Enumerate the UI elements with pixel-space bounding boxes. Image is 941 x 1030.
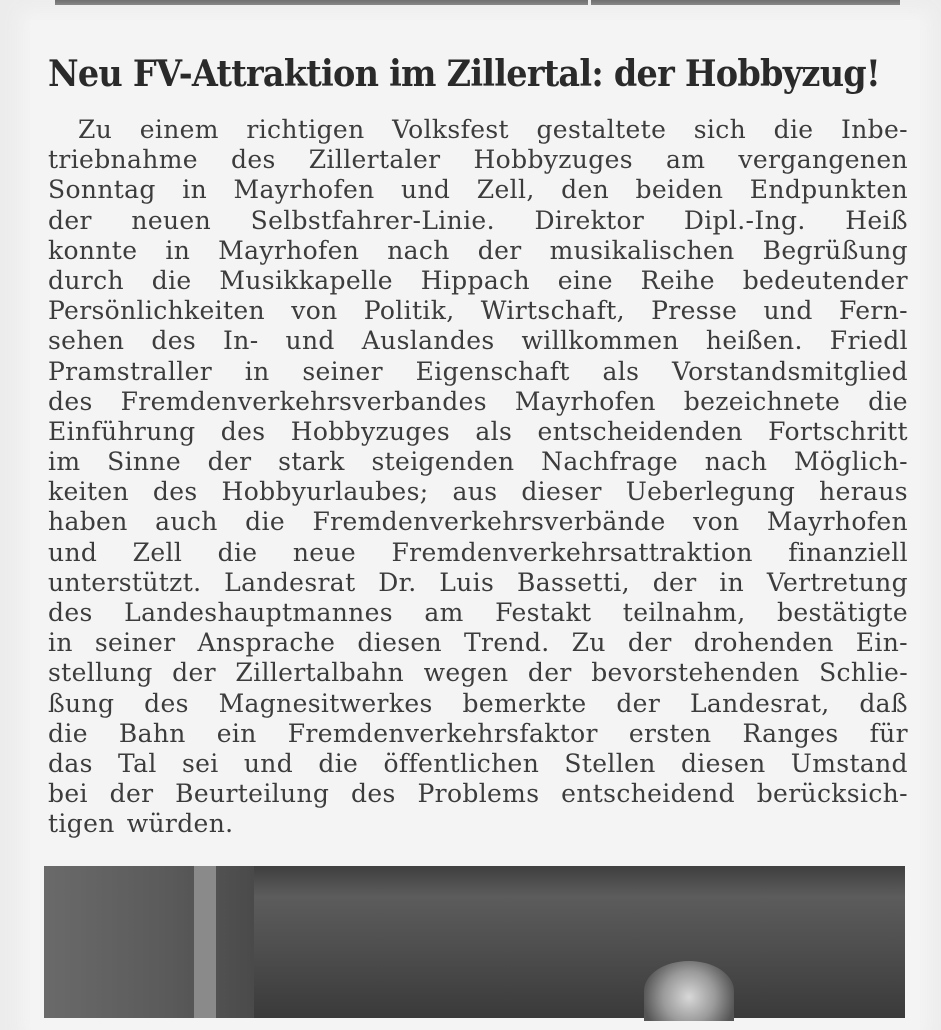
word: Stellen [564, 748, 656, 778]
text-line [48, 598, 908, 628]
word: Umstand [790, 748, 908, 778]
word: heißen. [705, 326, 803, 356]
text-line [48, 145, 908, 175]
word: des [231, 145, 276, 175]
word: Bassetti, [517, 567, 630, 597]
text-line [48, 779, 908, 809]
word: Politik, [363, 296, 455, 326]
photo-panel [44, 866, 254, 1018]
word: nach [704, 447, 768, 477]
word: den [561, 175, 610, 205]
word: und [243, 748, 294, 778]
word: Ranges [742, 718, 839, 748]
word: Fremdenverkehrsfaktor [287, 718, 598, 748]
word: bezeichnete [683, 386, 841, 416]
word: des [152, 477, 198, 507]
word: der [207, 447, 252, 477]
word: nach [387, 235, 450, 265]
word: stark [278, 447, 345, 477]
word: die [217, 537, 258, 567]
word: einem [139, 115, 219, 144]
word: sich [693, 115, 747, 144]
article-headline: Neu FV-Attraktion im Zillertal: der Hobbyzug! [48, 53, 880, 95]
text-line [48, 326, 908, 356]
word: Mayrhofen [766, 507, 908, 537]
word: und [285, 326, 335, 356]
word: Hobbyzuges [473, 145, 633, 175]
word: Friedl [829, 326, 908, 356]
word: als [602, 356, 640, 386]
text-line [48, 115, 908, 145]
word: Mayrhofen [514, 386, 656, 416]
word: diesen [680, 748, 766, 778]
word: diesen [357, 628, 442, 658]
word: des [48, 598, 93, 627]
word: bestätigte [777, 598, 908, 627]
word: in [165, 235, 191, 265]
word: gestaltete [536, 115, 667, 144]
word: des [220, 416, 266, 446]
word: Zillertalbahn [235, 658, 405, 688]
text-line [48, 236, 908, 266]
word: in [244, 356, 270, 386]
word: steigenden [371, 447, 515, 477]
word: des [48, 386, 93, 416]
word: Fremdenverkehrsverbandes [120, 386, 487, 416]
word: und [48, 537, 98, 567]
word: Mayrhofen [233, 175, 375, 205]
word: von [693, 507, 740, 537]
word: seiner [94, 628, 176, 658]
word: Möglich- [793, 447, 908, 477]
photo-frame [194, 866, 216, 1018]
word: entscheidend [561, 779, 735, 809]
word: Volksfest [392, 115, 509, 144]
text-line [48, 296, 908, 326]
word: tigen [48, 809, 115, 839]
word: Trend. [464, 628, 550, 658]
word: Landeshauptmannes [124, 598, 393, 627]
word: berücksich- [756, 779, 908, 809]
word: konnte [48, 235, 138, 265]
word: Endpunkten [749, 175, 908, 205]
text-line [48, 538, 908, 568]
word: am [666, 145, 706, 175]
word: bei [48, 779, 88, 809]
text-line [48, 266, 908, 296]
word: Landesrat, [689, 688, 830, 718]
word: als [475, 416, 513, 446]
word: Sonntag [48, 175, 156, 205]
word: Zell, [476, 175, 535, 205]
word: und [401, 175, 451, 205]
word: öffentlichen [383, 748, 540, 778]
word: Beurteilung [175, 779, 330, 809]
word: Magnesitwerkes [218, 688, 433, 718]
word: Luis [439, 567, 495, 597]
word: wegen [423, 658, 509, 688]
word: die [318, 748, 359, 778]
text-line [48, 447, 908, 477]
word: Ein- [855, 628, 908, 658]
word: für [869, 718, 908, 748]
word: Schlie- [819, 658, 908, 688]
word: drohenden [693, 628, 834, 658]
word: Fern- [838, 296, 908, 326]
word: neue [292, 537, 357, 567]
word: musikalischen [549, 235, 735, 265]
word: Tal [118, 748, 157, 778]
word: ßung [48, 688, 115, 718]
word: Zu [78, 115, 113, 144]
word: keiten [48, 477, 129, 507]
word: daß [859, 688, 908, 718]
word: seiner [302, 356, 383, 386]
word: Heiß [845, 205, 908, 235]
word: finanziell [788, 537, 908, 567]
word: Auslandes [361, 326, 495, 356]
word: teilnahm, [622, 598, 746, 627]
word: das [48, 748, 93, 778]
text-line [48, 357, 908, 387]
word: Fremdenverkehrsverbände [312, 507, 666, 537]
word: auch [155, 507, 218, 537]
text-line [48, 206, 908, 236]
word: in [719, 567, 745, 597]
word: Vertretung [766, 567, 908, 597]
word: die [151, 265, 192, 295]
word: Bahn [118, 718, 186, 748]
word: Ueberlegung [625, 477, 796, 507]
word: Sinne [107, 447, 181, 477]
text-line [48, 628, 908, 658]
word: Wirtschaft, [480, 296, 625, 326]
word: Mayrhofen [218, 235, 360, 265]
word: bemerkte [462, 688, 587, 718]
word: Direktor [534, 205, 645, 235]
word: Ansprache [197, 628, 336, 658]
word: ersten [628, 718, 712, 748]
word: am [424, 598, 464, 627]
word: aus [452, 477, 498, 507]
article-body [48, 115, 908, 840]
word: Fortschritt [768, 416, 908, 446]
word: der [652, 567, 697, 597]
text-line [48, 175, 908, 205]
word: Zell [132, 537, 183, 567]
text-line [48, 809, 908, 839]
word: und [763, 296, 813, 326]
word: der [477, 235, 522, 265]
word: Einführung [48, 416, 196, 446]
word: von [291, 296, 338, 326]
word: des [144, 688, 189, 718]
word: Hippach [420, 265, 530, 295]
word: Landesrat [224, 567, 356, 597]
article-photo [44, 866, 905, 1018]
word: bevorstehenden [591, 658, 800, 688]
text-line [48, 568, 908, 598]
word: ein [216, 718, 257, 748]
word: heraus [819, 477, 908, 507]
word: Pramstraller [48, 356, 213, 386]
top-rule [55, 0, 900, 5]
word: Reihe [640, 265, 715, 295]
photo-figure [644, 961, 734, 1021]
word: im [48, 447, 81, 477]
word: durch [48, 265, 124, 295]
word: willkommen [521, 326, 679, 356]
word: Eigenschaft [415, 356, 570, 386]
word: der [527, 658, 572, 688]
word: entscheidenden [537, 416, 743, 446]
word: Persönlichkeiten [48, 296, 266, 326]
word: unterstützt. [48, 567, 202, 597]
text-line [48, 719, 908, 749]
word: Festakt [495, 598, 592, 627]
word: Nachfrage [541, 447, 679, 477]
word: Dipl.-Ing. [683, 205, 806, 235]
word: haben [48, 507, 128, 537]
word: eine [557, 265, 613, 295]
word: Fremdenverkehrsattraktion [391, 537, 753, 567]
word: Hobbyurlaubes; [221, 477, 429, 507]
text-line [48, 477, 908, 507]
word: Presse [651, 296, 738, 326]
word: Musikkapelle [219, 265, 393, 295]
word: sehen [48, 326, 125, 356]
word: der [627, 628, 672, 658]
word: die [48, 718, 88, 748]
word: stellung [48, 658, 153, 688]
text-line [48, 749, 908, 779]
word: dieser [521, 477, 602, 507]
word: In- [223, 326, 259, 356]
word: Zu [571, 628, 606, 658]
word: Problems [417, 779, 540, 809]
word: Zillertaler [308, 145, 441, 175]
word: richtigen [246, 115, 365, 144]
word: die [773, 115, 814, 144]
word: der [616, 688, 661, 718]
word: Begrüßung [762, 235, 908, 265]
word: in [182, 175, 208, 205]
word: die [868, 386, 908, 416]
word: des [151, 326, 197, 356]
word: die [245, 507, 285, 537]
top-rule-gap [588, 0, 591, 5]
word: der [109, 779, 154, 809]
word: triebnahme [48, 145, 198, 175]
word: Selbstfahrer-Linie. [250, 205, 495, 235]
word: beiden [635, 175, 724, 205]
word: vergangenen [738, 145, 908, 175]
word: Hobbyzuges [290, 416, 451, 446]
word: des [351, 779, 396, 809]
word: bedeutender [742, 265, 908, 295]
word: der [48, 205, 92, 235]
word: in [48, 628, 73, 658]
text-line [48, 658, 908, 688]
text-line [48, 387, 908, 417]
word: sei [181, 748, 219, 778]
text-line [48, 689, 908, 719]
word: der [172, 658, 216, 688]
word: Dr. [378, 567, 417, 597]
text-line [48, 417, 908, 447]
word: Inbe- [841, 115, 908, 144]
text-line [48, 507, 908, 537]
word: würden. [126, 809, 234, 839]
word: Vorstandsmitglied [672, 356, 908, 386]
word: neuen [131, 205, 212, 235]
